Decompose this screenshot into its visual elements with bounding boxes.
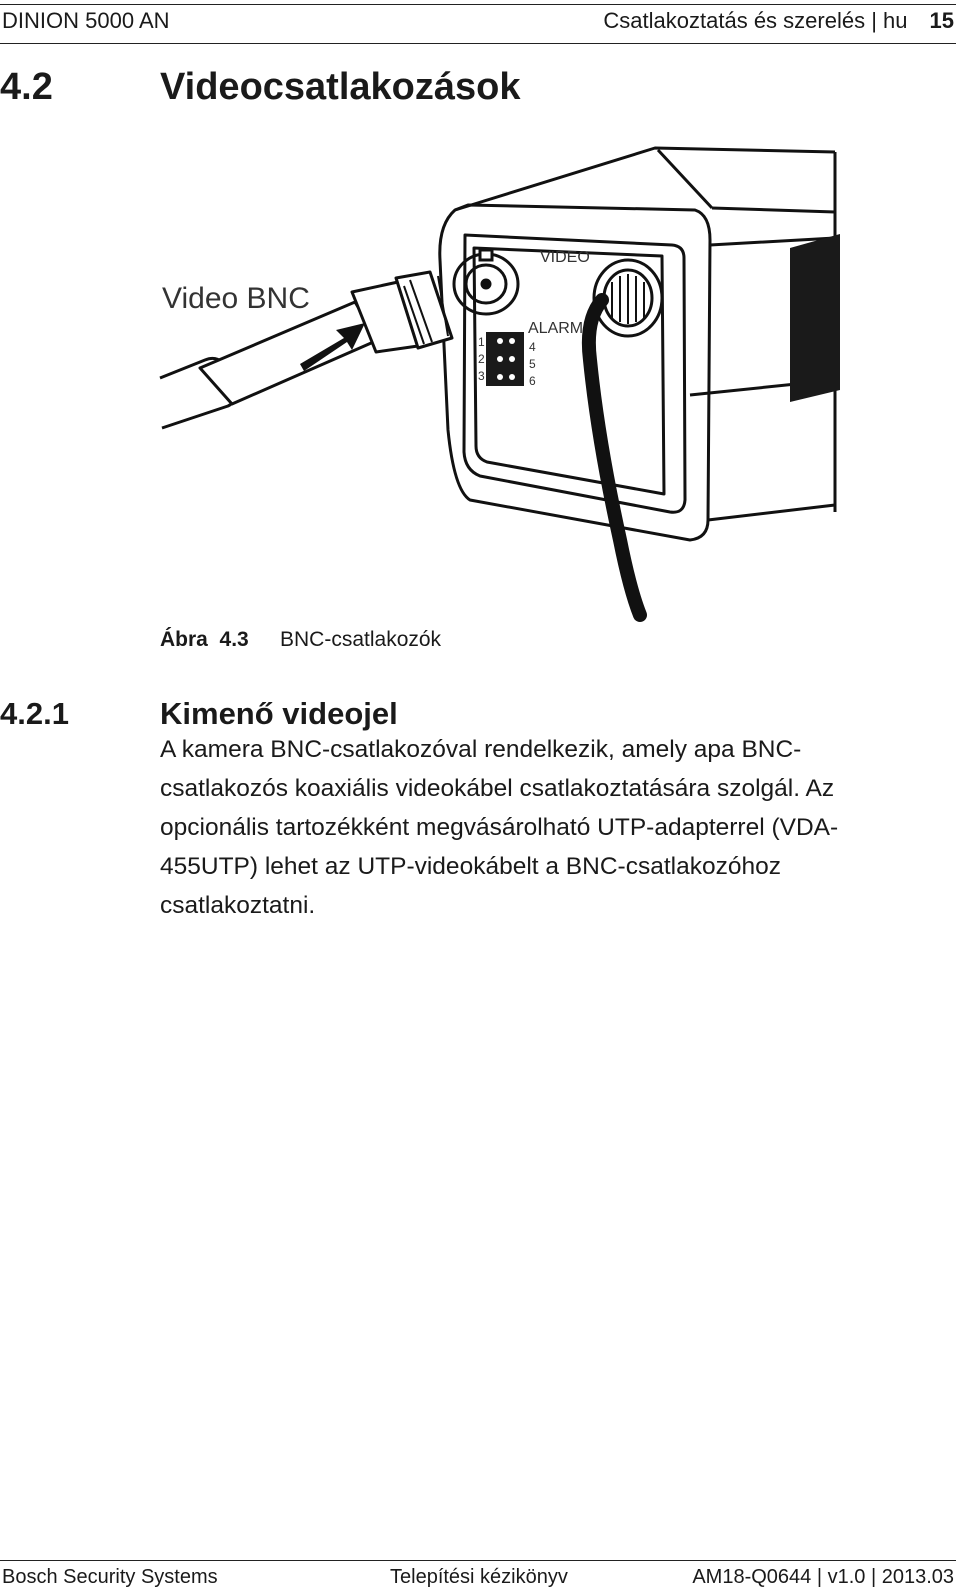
header-right — [603, 8, 954, 34]
footer-rule — [0, 1560, 956, 1561]
alarm-pin-1: 1 — [478, 335, 485, 349]
body-paragraph — [160, 730, 950, 925]
camera-side-window — [790, 234, 840, 402]
power-cable — [589, 300, 640, 615]
header-product: DINION 5000 AN — [2, 8, 170, 33]
section-number: 4.2 — [0, 66, 53, 108]
alarm-pin-3: 3 — [478, 369, 485, 383]
header-rule-bottom — [0, 43, 956, 44]
header-rule-top — [0, 4, 956, 5]
subsection-number: 4.2.1 — [0, 696, 69, 731]
alarm-pin-2: 2 — [478, 352, 485, 366]
subsection-title: Kimenő videojel — [160, 696, 398, 731]
body-line: csatlakoztatni. — [160, 892, 316, 919]
alarm-pin-5: 5 — [529, 357, 536, 371]
footer-doc-id: AM18-Q0644 | v1.0 | 2013.03 — [692, 1566, 954, 1588]
body-line: csatlakozós koaxiális videokábel csatlakoztatására szolgál. Az — [160, 775, 835, 802]
body-line: opcionális tartozékként megvásárolható UTP-adapterrel (VDA- — [160, 814, 839, 841]
alarm-pin-4: 4 — [529, 340, 536, 354]
panel-alarm-label: ALARM — [528, 320, 584, 337]
footer-doc-type: Telepítési kézikönyv — [390, 1566, 568, 1588]
panel-video-label: VIDEO — [540, 249, 590, 266]
body-line: A kamera BNC-csatlakozóval rendelkezik, amely apa BNC- — [160, 736, 802, 763]
alarm-terminal-block — [486, 332, 524, 386]
footer-company: Bosch Security Systems — [2, 1566, 218, 1588]
figure-caption-text: BNC-csatlakozók — [280, 628, 442, 651]
section-title: Videocsatlakozások — [160, 66, 521, 108]
header-section-lang: Csatlakoztatás és szerelés | hu — [603, 8, 908, 33]
alarm-pin-6: 6 — [529, 374, 536, 388]
page-number: 15 — [929, 8, 954, 33]
video-bnc-callout: Video BNC — [162, 282, 310, 315]
body-line: 455UTP) lehet az UTP-videokábelt a BNC-csatlakozóhoz — [160, 853, 781, 880]
figure-caption-label: Ábra 4.3 — [160, 628, 249, 651]
camera-bnc-figure — [158, 144, 850, 624]
